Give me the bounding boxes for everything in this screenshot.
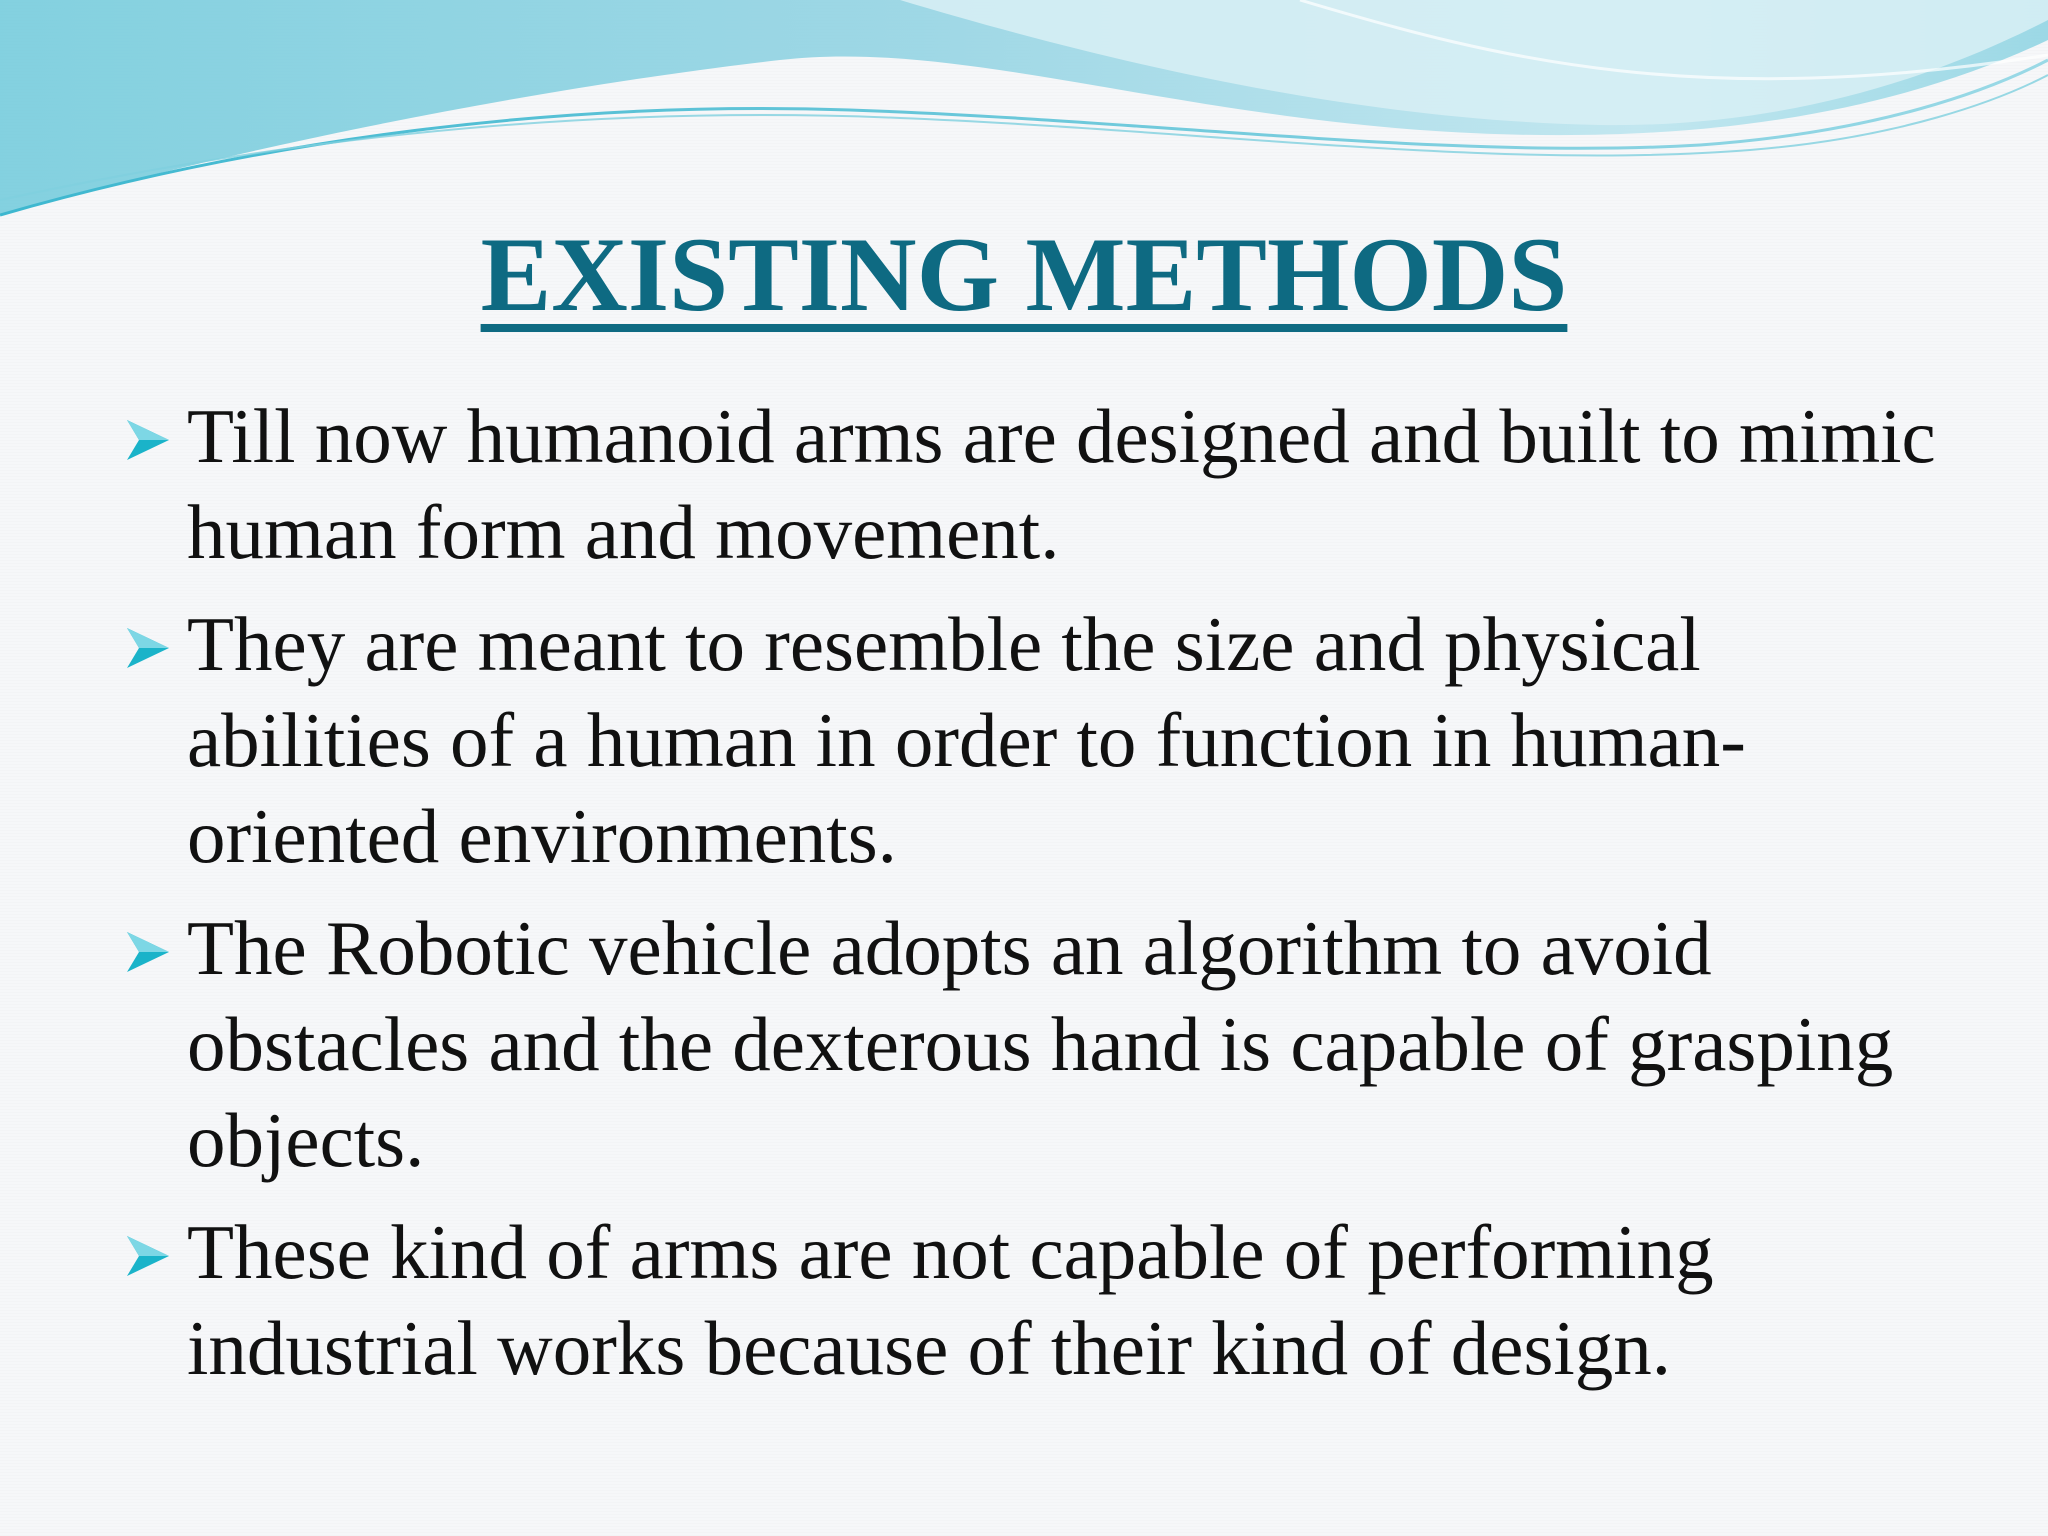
bullet-item	[125, 900, 1945, 1188]
bullet-text: These kind of arms are not capable of performing industrial works because of their kind of design.	[187, 1209, 1714, 1391]
slide-title	[0, 215, 2048, 335]
arrowhead-bullet-icon	[125, 626, 171, 670]
decorative-wave-header	[0, 0, 2048, 240]
bullet-text: The Robotic vehicle adopts an algorithm to avoid obstacles and the dexterous hand is capable of grasping objects.	[187, 905, 1894, 1183]
arrowhead-bullet-icon	[125, 1234, 171, 1278]
bullet-text: They are meant to resemble the size and physical abilities of a human in order to function in human-oriented environments.	[187, 601, 1746, 879]
bullet-item	[125, 388, 1945, 580]
slide-title-text: EXISTING METHODS	[480, 216, 1568, 333]
bullet-item	[125, 1204, 1945, 1396]
bullet-text: Till now humanoid arms are designed and built to mimic human form and movement.	[187, 393, 1936, 575]
arrowhead-bullet-icon	[125, 930, 171, 974]
arrowhead-bullet-icon	[125, 418, 171, 462]
bullet-list	[125, 388, 1945, 1412]
bullet-item	[125, 596, 1945, 884]
